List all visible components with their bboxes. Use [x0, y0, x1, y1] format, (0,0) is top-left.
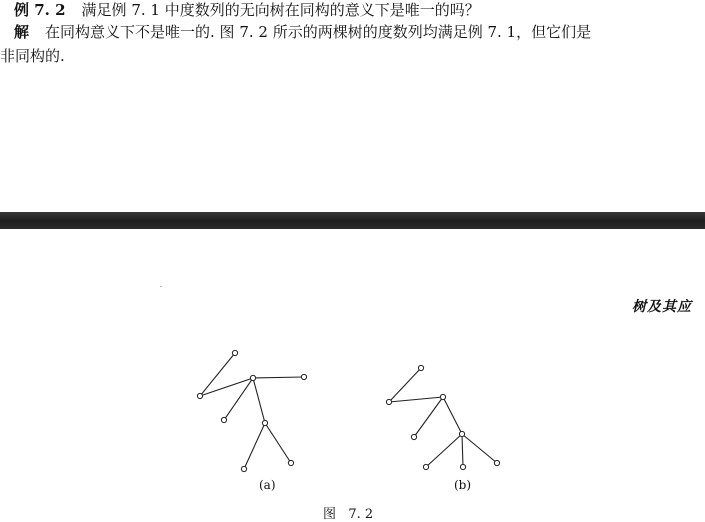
- figure-caption: 图 7. 2: [323, 507, 374, 522]
- answer-text-part2: 非同构的.: [0, 47, 65, 65]
- tree-b-vertices: [386, 365, 499, 469]
- figure-label-b: (b): [454, 478, 472, 492]
- question-text: 满足例 7. 1 中度数列的无向树在同构的意义下是唯一的吗？: [81, 1, 480, 19]
- tree-a: [200, 353, 304, 469]
- example-label: 例 7. 2: [14, 1, 66, 19]
- figure-label-a: (a): [259, 478, 276, 492]
- solution-label: 解: [14, 23, 30, 41]
- answer-text-part1: 在同构意义下不是唯一的. 图 7. 2 所示的两棵树的度数列均满足例 7. 1，但它们是: [45, 23, 592, 41]
- tree-b: [389, 368, 497, 467]
- running-header: 树及其应: [632, 299, 692, 315]
- tree-a-vertices: [197, 350, 306, 471]
